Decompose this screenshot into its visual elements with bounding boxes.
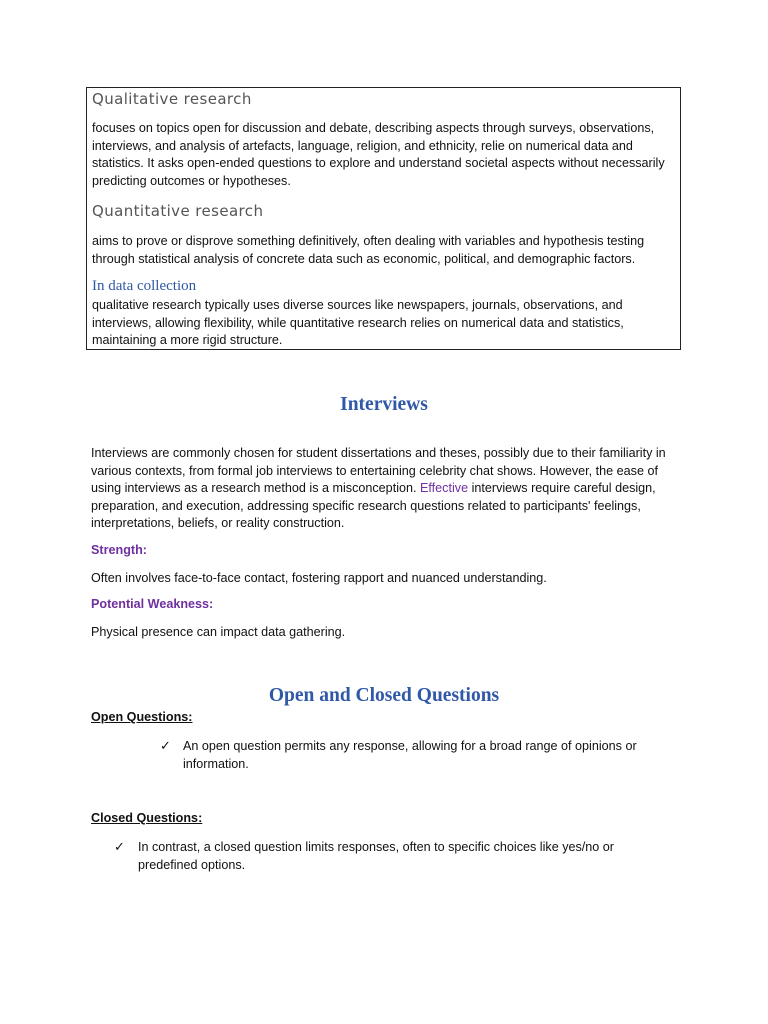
research-summary-box <box>86 87 681 350</box>
interviews-title: Interviews <box>340 394 428 415</box>
quantitative-heading: Quantitative research <box>92 202 264 220</box>
closed-questions-label: Closed Questions: <box>91 811 203 825</box>
open-question-text: An open question permits any response, allowing for a broad range of opinions or information. <box>183 739 637 771</box>
open-questions-label: Open Questions: <box>91 710 193 724</box>
check-icon: ✓ <box>114 840 125 855</box>
intro-text-start: Interviews are commonly chosen for student dissertations and theses, possibly due to their familiarity in various contexts, from formal job interviews to entertaining celebrity chat shows. However, the ease of using interviews as a research method is a misconception. <box>91 446 666 496</box>
weakness-text: Physical presence can impact data gathering. <box>91 625 346 639</box>
effective-highlight: Effective <box>420 481 469 496</box>
qualitative-heading: Qualitative research <box>92 90 252 108</box>
interviews-intro-paragraph <box>91 445 681 533</box>
strength-text: Often involves face-to-face contact, fostering rapport and nuanced understanding. <box>91 571 547 585</box>
data-collection-paragraph: qualitative research typically uses diverse sources like newspapers, journals, observations, and interviews, allowing flexibility, while quantitative research relies on numerical data and statistics, maintaining a more rigid structure. <box>92 298 624 348</box>
closed-question-text: In contrast, a closed question limits responses, often to specific choices like yes/no or predefined options. <box>138 840 614 872</box>
closed-question-item <box>114 839 680 875</box>
weakness-label: Potential Weakness: <box>91 597 214 611</box>
open-question-item <box>160 738 680 774</box>
data-collection-heading: In data collection <box>92 278 197 294</box>
quantitative-paragraph: aims to prove or disprove something definitively, often dealing with variables and hypothesis testing through statistical analysis of concrete data such as economic, political, and demographic factors. <box>92 234 645 266</box>
questions-title: Open and Closed Questions <box>268 685 500 706</box>
intro-text-end: interviews require careful design, preparation, and execution, addressing specific research questions related to participants' feelings, interpretations, beliefs, or reality construction. <box>91 481 656 531</box>
strength-label: Strength: <box>91 543 147 557</box>
qualitative-paragraph: focuses on topics open for discussion and debate, describing aspects through surveys, observations, interviews, and analysis of artefacts, language, religion, and ethnicity, relie on numerical data and statistics. It asks open-ended questions to explore and understand societal aspects without necessarily predicting outcomes or hypotheses. <box>92 121 665 188</box>
check-icon: ✓ <box>160 739 171 754</box>
